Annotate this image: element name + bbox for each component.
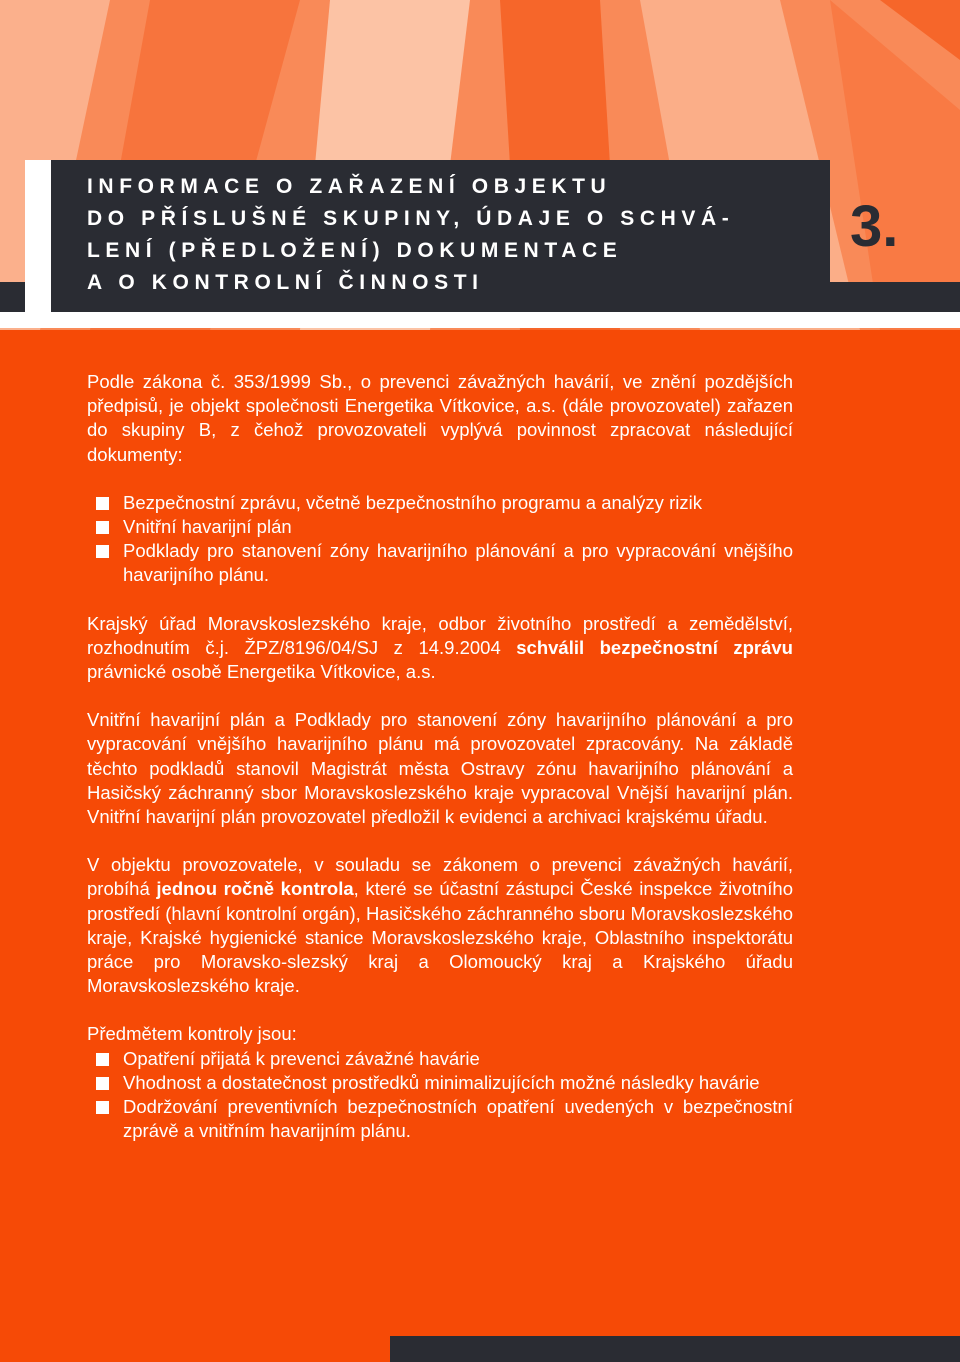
square-bullet-icon [96,545,109,558]
intro-paragraph: Podle zákona č. 353/1999 Sb., o prevenci závažných havárií, ve znění pozdějších předpisů, je objekt společnosti Energetika Vítkovice, a.s. (dále provozovatel) zařazen do skupiny B, z čehož provozovateli vyplývá povinnost zpracovat následující dokumenty: [87,371,793,465]
square-bullet-icon [96,1101,109,1114]
chapter-title-box [51,160,830,312]
chapter-title-line: DO PŘÍSLUŠNÉ SKUPINY, ÚDAJE O SCHVÁ- [87,207,735,230]
square-bullet-icon [96,1053,109,1066]
plans-paragraph: Vnitřní havarijní plán a Podklady pro stanovení zóny havarijního plánování a pro vypracování vnějšího havarijního plánu má provozovatel zpracovány. Na základě těchto podkladů stanovil Magistrát města Ostravy zónu havarijního plánování a Hasičský záchranný sbor Moravskoslezského kraje vypracoval Vnější havarijní plán. Vnitřní havarijní plán provozovatel předložil k evidenci a archivaci krajskému úřadu. [87,709,793,828]
control-emphasis: jednou ročně kontrola [156,878,354,900]
square-bullet-icon [96,1077,109,1090]
list-item: Podklady pro stanovení zóny havarijního plánování a pro vypracování vnějšího havarijního plánu. [87,539,793,587]
list-item: Vnitřní havarijní plán [87,515,793,539]
list-item: Bezpečnostní zprávu, včetně bezpečnostního programu a analýzy rizik [87,491,793,515]
chapter-title-line: INFORMACE O ZAŘAZENÍ OBJEKTU [87,175,612,198]
header-white-tab [25,160,51,328]
chapter-title-line: A O KONTROLNÍ ČINNOSTI [87,271,484,294]
documents-list [87,491,793,588]
subjects-list [87,1047,793,1144]
subjects-heading: Předmětem kontroly jsou: [87,1023,297,1045]
square-bullet-icon [96,497,109,510]
chapter-number: 3. [850,194,899,259]
approval-emphasis: schválil bezpečnostní zprávu [516,636,793,658]
control-paragraph: V objektu provozovatele, v souladu se zákonem o prevenci závažných havárií, probíhá jednou ročně kontrola, které se účastní zástupci České inspekce životního prostředí (hlavní kontrolní orgán), Hasičského záchranného sboru Moravskoslezského kraje, Krajské hygienické stanice Moravskoslezského kraje, Oblastního inspektorátu práce pro Moravsko-slezský kraj a Olomoucký kraj a Krajského úřadu Moravskoslezského kraje. [87,854,793,997]
header-white-strip [0,312,960,328]
square-bullet-icon [96,521,109,534]
chapter-title-line: LENÍ (PŘEDLOŽENÍ) DOKUMENTACE [87,239,623,262]
list-item: Dodržování preventivních bezpečnostních opatření uvedených v bezpečnostní zprávě a vnitřním havarijním plánu. [87,1095,793,1143]
list-item: Vhodnost a dostatečnost prostředků minimalizujících možné následky havárie [87,1071,793,1095]
footer-dark-bar [390,1336,960,1362]
list-item: Opatření přijatá k prevenci závažné havárie [87,1047,793,1071]
approval-paragraph: Krajský úřad Moravskoslezského kraje, odbor životního prostředí a zemědělství, rozhodnutím č.j. ŽPZ/8196/04/SJ z 14.9.2004 schválil bezpečnostní zprávu právnické osobě Energetika Vítkovice, a.s. [87,612,793,683]
main-content [87,370,793,1143]
